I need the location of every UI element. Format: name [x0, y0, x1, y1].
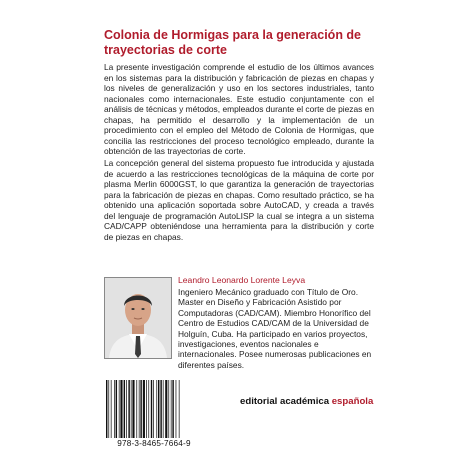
- barcode-bar: [156, 380, 157, 438]
- barcode-bar: [163, 380, 164, 438]
- abstract-paragraph-2: La concepción general del sistema propuesto fue introducida y ajustada de acuerdo a las restricciones tecnológicas de la máquina de corte por plasma Merlin 6000GST, lo que garantiza la generación de trayectorias para la fabricación de piezas en chapas. Como resultado práctico, se ha obtenido una aplicación soportada sobre AutoCAD, y creada a través del lenguaje de programación AutoLISP la cual se integra a un sistema CAD/CAPP obteniéndose una herramienta para la distribución y corte de piezas en chapas.: [104, 158, 374, 242]
- abstract: [104, 62, 374, 244]
- barcode-bar: [151, 380, 152, 438]
- barcode-bar: [160, 380, 161, 438]
- publisher-name: editorial académica: [240, 396, 332, 407]
- barcode-bar: [176, 380, 177, 438]
- barcode-bar: [116, 380, 117, 438]
- barcode-bar: [165, 380, 167, 438]
- book-title: Colonia de Hormigas para la generación de trayectorias de corte: [104, 28, 362, 57]
- publisher-name-accent: española: [331, 396, 374, 407]
- barcode-bar: [143, 380, 145, 438]
- barcode-bar: [124, 380, 125, 438]
- barcode-bar: [131, 380, 132, 438]
- barcode-bar: [111, 380, 112, 438]
- barcode-bar: [146, 380, 147, 438]
- barcode-bar: [139, 380, 140, 438]
- author-bio: Ingeniero Mecánico graduado con Título de Oro. Master en Diseño y Fabricación Asistido por Computadoras (CAD/CAM). Miembro Honorífico del Centro de Estudios CAD/CAM de la Universidad de Holguín, Cuba. Ha participado en varios proyectos, investigaciones, eventos nacionales e internacionales. Posee numerosas publicaciones en diferentes países.: [178, 287, 372, 370]
- barcode-bar: [119, 380, 120, 438]
- barcode-bar: [158, 380, 159, 438]
- publisher-logo: [240, 396, 373, 407]
- barcode-bar: [132, 380, 134, 438]
- barcode-bar: [106, 380, 107, 438]
- abstract-paragraph-1: La presente investigación comprende el estudio de los últimos avances en los sistemas para la distribución y fabricación de piezas en chapas y los niveles de generalización y uso en los sectores industriales, tanto nacionales como internacionales. Este estudio conjuntamente con el análisis de técnicas y métodos, empleados durante el corte de piezas en chapas, ha permitido el desarrollo y la implementación de un procedimiento con el empleo del Método de Colonia de Hormigas, que concilia las restricciones del proceso tecnológico empleado, durante la obtención de las trayectorias de corte.: [104, 62, 374, 156]
- barcode-bar: [179, 380, 180, 438]
- barcode-bar: [153, 380, 154, 438]
- barcode-bar: [120, 380, 122, 438]
- barcode-bar: [148, 380, 149, 438]
- barcode-bar: [140, 380, 141, 438]
- author-name: Leandro Leonardo Lorente Leyva: [178, 275, 306, 285]
- barcode-bar: [126, 380, 127, 438]
- barcode-bar: [171, 380, 172, 438]
- author-portrait-icon: [105, 278, 171, 358]
- barcode-bar: [168, 380, 169, 438]
- barcode-bar: [136, 380, 137, 438]
- author-photo: [104, 277, 172, 359]
- barcode-block: [104, 380, 204, 452]
- isbn-number: 978-3-8465-7664-9: [117, 439, 191, 448]
- barcode-bar: [114, 380, 115, 438]
- barcode-bar: [128, 380, 129, 438]
- barcode-icon: [104, 380, 204, 438]
- barcode-bar: [172, 380, 173, 438]
- barcode-bar: [108, 380, 109, 438]
